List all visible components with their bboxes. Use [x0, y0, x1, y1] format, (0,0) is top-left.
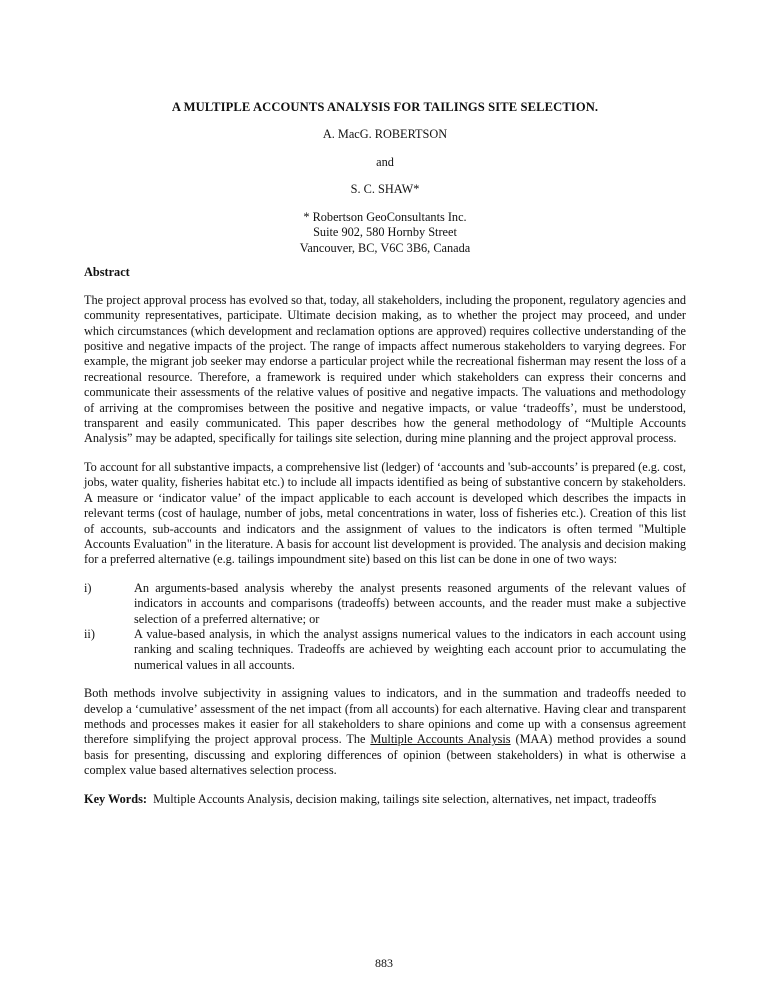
- list-item-number: i): [84, 580, 92, 595]
- analysis-methods-list: [84, 581, 686, 673]
- keywords-text: Multiple Accounts Analysis, decision making, tailings site selection, alternatives, net impact, tradeoffs: [153, 791, 657, 806]
- paper-title: A MULTIPLE ACCOUNTS ANALYSIS FOR TAILINGS SITE SELECTION.: [171, 100, 599, 114]
- author-1: A. MacG. ROBERTSON: [322, 127, 448, 142]
- abstract-paragraph-3: [84, 686, 686, 778]
- list-item-number: ii): [84, 626, 95, 641]
- maa-underlined-term: Multiple Accounts Analysis: [370, 732, 511, 747]
- paragraph-3-start: Both methods involve subjectivity in assigning values to indicators, and in the summation and tradeoffs needed to develop a ‘cumulative’ assessment of the net impact (from all accounts) for each alternative. Having clear and transparent methods and processes makes it easier for all stakeholders to share opinions and come up with a consensus agreement therefore simplifying the project approval process. The: [84, 686, 686, 747]
- author-2: S. C. SHAW*: [350, 182, 420, 197]
- abstract-paragraph-2: To account for all substantive impacts, a comprehensive list (ledger) of ‘accounts and 'sub-accounts’ is prepared (e.g. cost, jobs, water quality, fisheries habitat etc.) to include all impacts identified as being of substantive concern by stakeholders. A measure or ‘indicator value’ of the impact applicable to each account is developed which describes the impacts in relevant terms (cost of haulage, number of jobs, metal concentrations in water, loss of fisheries etc.). Creation of this list of accounts, sub-accounts and indicators and the assignment of values to the indicators is often termed "Multiple Accounts Evaluation" in the literature. A basis for account list development is provided. The analysis and decision making for a preferred alternative (e.g. tailings impoundment site) based on this list can be done in one of two ways:: [84, 459, 686, 567]
- list-item-text: An arguments-based analysis whereby the analyst presents reasoned arguments of the relevant values of indicators in accounts and comparisons (tradeoffs) between accounts, and the reader must make a subjective selection of a preferred alternative; or: [134, 580, 686, 626]
- list-item-text: A value-based analysis, in which the analyst assigns numerical values to the indicators in each account using ranking and scaling techniques. Tradeoffs are achieved by weighting each account prior to accumulating the numerical values in all accounts.: [134, 626, 686, 672]
- author-conjunction: and: [376, 154, 394, 169]
- keywords: [84, 792, 686, 807]
- page-number: 883: [375, 956, 393, 970]
- affiliation: [84, 210, 686, 257]
- list-item: [84, 627, 686, 673]
- abstract-heading: Abstract: [84, 265, 130, 280]
- paragraph-3-end: (MAA) method provides a sound basis for presenting, discussing and exploring differences of opinion (between stakeholders) in what is otherwise a complex value based alternatives selection process.: [84, 732, 686, 778]
- list-item: [84, 581, 686, 627]
- affiliation-line-3: Vancouver, BC, V6C 3B6, Canada: [299, 240, 471, 255]
- affiliation-line-2: Suite 902, 580 Hornby Street: [313, 225, 457, 240]
- affiliation-line-1: * Robertson GeoConsultants Inc.: [303, 209, 467, 224]
- abstract-paragraph-1: The project approval process has evolved so that, today, all stakeholders, including the proponent, regulatory agencies and community representatives, participate. Ultimate decision making, as to whether the project may proceed, and under which circumstances (which development and reclamation options are approved) requires collective understanding of the positive and negative impacts of the project. The range of impacts affect numerous stakeholders to varying degrees. For example, the migrant job seeker may endorse a particular project while the recreational fisherman may resent the loss of a recreational resource. Therefore, a framework is required under which stakeholders can express their concerns and communicate their assessments of the relative values of positive and negative impacts. The valuations and methodology of arriving at the compromises between the positive and negative impacts, or value ‘tradeoffs’, must be understood, transparent and easily communicated. This paper describes how the general methodology of “Multiple Accounts Analysis” may be adapted, specifically for tailings site selection, during mine planning and the project approval process.: [84, 292, 686, 446]
- paper-page: [84, 100, 686, 807]
- keywords-label: Key Words:: [84, 791, 147, 806]
